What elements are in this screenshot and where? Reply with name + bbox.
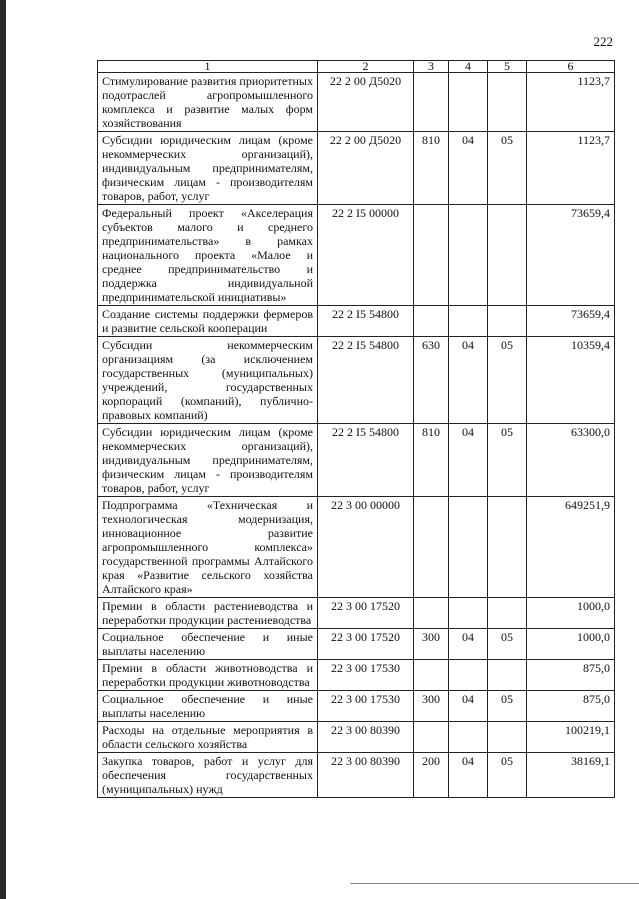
row-col-5 xyxy=(488,660,527,691)
row-amount: 875,0 xyxy=(527,660,615,691)
table-row xyxy=(98,691,615,722)
row-col-4 xyxy=(449,660,488,691)
row-amount: 73659,4 xyxy=(527,306,615,337)
row-col-5: 05 xyxy=(488,337,527,424)
header-col-3: 3 xyxy=(414,61,449,73)
table-row xyxy=(98,497,615,598)
row-col-5 xyxy=(488,205,527,306)
row-col-4 xyxy=(449,497,488,598)
row-amount: 73659,4 xyxy=(527,205,615,306)
header-col-6: 6 xyxy=(527,61,615,73)
row-amount: 649251,9 xyxy=(527,497,615,598)
row-code: 22 3 00 80390 xyxy=(318,753,414,798)
row-col-4 xyxy=(449,598,488,629)
row-name: Создание системы поддержки фермеров и развитие сельской кооперации xyxy=(98,306,318,337)
row-col-3 xyxy=(414,73,449,132)
row-col-5: 05 xyxy=(488,691,527,722)
table-header-row xyxy=(98,61,615,73)
row-col-5 xyxy=(488,306,527,337)
row-col-3: 810 xyxy=(414,424,449,497)
row-code: 22 3 00 17530 xyxy=(318,691,414,722)
table-row xyxy=(98,629,615,660)
row-amount: 1123,7 xyxy=(527,132,615,205)
row-amount: 100219,1 xyxy=(527,722,615,753)
row-code: 22 3 00 17520 xyxy=(318,629,414,660)
row-col-4 xyxy=(449,722,488,753)
row-col-5: 05 xyxy=(488,753,527,798)
row-amount: 1000,0 xyxy=(527,598,615,629)
row-col-3 xyxy=(414,660,449,691)
header-col-4: 4 xyxy=(449,61,488,73)
row-col-5: 05 xyxy=(488,629,527,660)
row-col-4: 04 xyxy=(449,337,488,424)
row-name: Субсидии юридическим лицам (кроме некоммерческих организаций), индивидуальным предпринимателям, физическим лицам - производителям товаров, работ, услуг xyxy=(98,424,318,497)
row-col-5: 05 xyxy=(488,132,527,205)
row-name: Премии в области животноводства и переработки продукции животноводства xyxy=(98,660,318,691)
page-number: 222 xyxy=(593,34,613,49)
row-code: 22 2 00 Д5020 xyxy=(318,73,414,132)
row-code: 22 3 00 00000 xyxy=(318,497,414,598)
row-name: Субсидии юридическим лицам (кроме некоммерческих организаций), индивидуальным предпринимателям, физическим лицам - производителям товаров, работ, услуг xyxy=(98,132,318,205)
row-col-4 xyxy=(449,205,488,306)
row-code: 22 3 00 17520 xyxy=(318,598,414,629)
row-col-3 xyxy=(414,205,449,306)
header-col-5: 5 xyxy=(488,61,527,73)
row-name: Социальное обеспечение и иные выплаты населению xyxy=(98,629,318,660)
row-amount: 1000,0 xyxy=(527,629,615,660)
row-col-3: 300 xyxy=(414,629,449,660)
bottom-divider xyxy=(350,883,639,884)
row-col-4: 04 xyxy=(449,132,488,205)
table-row xyxy=(98,598,615,629)
row-name: Премии в области растениеводства и переработки продукции растениеводства xyxy=(98,598,318,629)
row-name: Подпрограмма «Техническая и технологическая модернизация, инновационное развитие агропромышленного комплекса» государственной программы Алтайского края «Развитие сельского хозяйства Алтайского края» xyxy=(98,497,318,598)
row-col-4 xyxy=(449,306,488,337)
row-col-4: 04 xyxy=(449,753,488,798)
row-col-3 xyxy=(414,722,449,753)
row-name: Стимулирование развития приоритетных подотраслей агропромышленного комплекса и развитие малых форм хозяйствования xyxy=(98,73,318,132)
row-col-4: 04 xyxy=(449,424,488,497)
row-col-5 xyxy=(488,722,527,753)
row-amount: 1123,7 xyxy=(527,73,615,132)
scan-edge-shadow xyxy=(0,0,6,899)
row-col-4: 04 xyxy=(449,691,488,722)
row-code: 22 3 00 17530 xyxy=(318,660,414,691)
row-code: 22 2 I5 54800 xyxy=(318,337,414,424)
table-row xyxy=(98,306,615,337)
row-col-3: 630 xyxy=(414,337,449,424)
row-code: 22 3 00 80390 xyxy=(318,722,414,753)
table-row xyxy=(98,337,615,424)
row-amount: 63300,0 xyxy=(527,424,615,497)
row-name: Субсидии некоммерческим организациям (за исключением государственных (муниципальных) учреждений, государственных корпораций (компаний), публично-правовых компаний) xyxy=(98,337,318,424)
row-name: Федеральный проект «Акселерация субъектов малого и среднего предпринимательства» в рамках национального проекта «Малое и среднее предпринимательство и поддержка индивидуальной предпринимательской инициативы» xyxy=(98,205,318,306)
header-col-1: 1 xyxy=(98,61,318,73)
table-row xyxy=(98,73,615,132)
row-col-4: 04 xyxy=(449,629,488,660)
row-code: 22 2 I5 54800 xyxy=(318,306,414,337)
row-name: Расходы на отдельные мероприятия в области сельского хозяйства xyxy=(98,722,318,753)
row-col-3: 810 xyxy=(414,132,449,205)
row-col-4 xyxy=(449,73,488,132)
budget-table xyxy=(97,60,615,798)
row-col-5 xyxy=(488,598,527,629)
row-amount: 10359,4 xyxy=(527,337,615,424)
row-amount: 875,0 xyxy=(527,691,615,722)
row-col-5: 05 xyxy=(488,424,527,497)
row-name: Закупка товаров, работ и услуг для обеспечения государственных (муниципальных) нужд xyxy=(98,753,318,798)
row-code: 22 2 I5 00000 xyxy=(318,205,414,306)
row-col-5 xyxy=(488,73,527,132)
row-col-3 xyxy=(414,497,449,598)
table-row xyxy=(98,424,615,497)
row-col-3: 300 xyxy=(414,691,449,722)
row-col-3 xyxy=(414,598,449,629)
row-code: 22 2 00 Д5020 xyxy=(318,132,414,205)
row-col-3 xyxy=(414,306,449,337)
table-row xyxy=(98,205,615,306)
row-col-3: 200 xyxy=(414,753,449,798)
row-col-5 xyxy=(488,497,527,598)
row-amount: 38169,1 xyxy=(527,753,615,798)
table-row xyxy=(98,722,615,753)
table-row xyxy=(98,660,615,691)
header-col-2: 2 xyxy=(318,61,414,73)
table-row xyxy=(98,132,615,205)
row-name: Социальное обеспечение и иные выплаты населению xyxy=(98,691,318,722)
row-code: 22 2 I5 54800 xyxy=(318,424,414,497)
table-row xyxy=(98,753,615,798)
